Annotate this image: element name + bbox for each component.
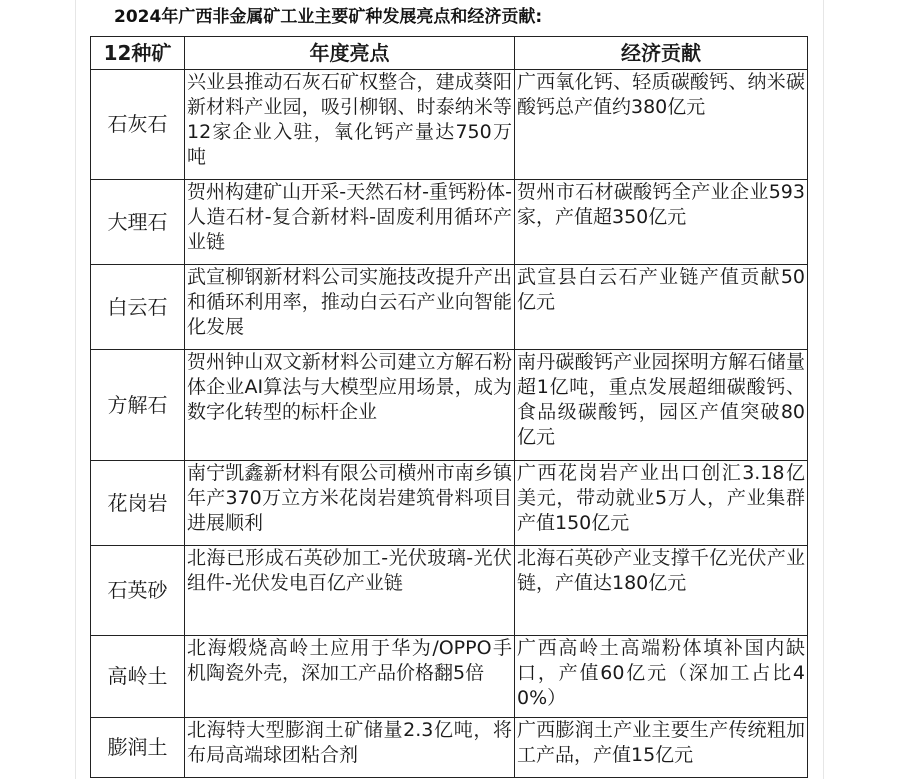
economic-cell: 南丹碳酸钙产业园探明方解石储量超1亿吨，重点发展超细碳酸钙、食品级碳酸钙，园区产值突破80亿元 — [515, 350, 808, 461]
header-mineral: 12种矿 — [91, 37, 185, 70]
table-row — [91, 180, 808, 265]
highlight-cell: 贺州构建矿山开采-天然石材-重钙粉体-人造石材-复合新材料-固废利用循环产业链 — [185, 180, 515, 265]
table-row — [91, 70, 808, 180]
economic-cell: 广西花岗岩产业出口创汇3.18亿美元，带动就业5万人，产业集群产值150亿元 — [515, 461, 808, 546]
page-title: 2024年广西非金属矿工业主要矿种发展亮点和经济贡献: — [114, 7, 543, 27]
highlight-cell: 兴业县推动石灰石矿权整合，建成葵阳新材料产业园，吸引柳钢、时泰纳米等12家企业入驻，氧化钙产量达750万吨 — [185, 70, 515, 180]
highlight-cell: 北海煅烧高岭土应用于华为/OPPO手机陶瓷外壳，深加工产品价格翻5倍 — [185, 636, 515, 718]
mineral-name: 膨润土 — [91, 718, 185, 778]
table-row — [91, 636, 808, 718]
economic-cell: 北海石英砂产业支撑千亿光伏产业链，产值达180亿元 — [515, 546, 808, 636]
economic-cell: 贺州市石材碳酸钙全产业企业593家，产值超350亿元 — [515, 180, 808, 265]
page-border-left — [75, 0, 76, 779]
economic-cell: 武宣县白云石产业链产值贡献50亿元 — [515, 265, 808, 350]
header-economic: 经济贡献 — [515, 37, 808, 70]
table-header-row — [91, 37, 808, 70]
mineral-name: 大理石 — [91, 180, 185, 265]
economic-cell: 广西膨润土产业主要生产传统粗加工产品，产值15亿元 — [515, 718, 808, 778]
header-highlights: 年度亮点 — [185, 37, 515, 70]
minerals-table — [90, 36, 808, 778]
highlight-cell: 北海特大型膨润土矿储量2.3亿吨，将布局高端球团粘合剂 — [185, 718, 515, 778]
table-row — [91, 265, 808, 350]
highlight-cell: 南宁凯鑫新材料有限公司横州市南乡镇年产370万立方米花岗岩建筑骨料项目进展顺利 — [185, 461, 515, 546]
table-row — [91, 718, 808, 778]
economic-cell: 广西高岭土高端粉体填补国内缺口，产值60亿元（深加工占比40%） — [515, 636, 808, 718]
mineral-name: 高岭土 — [91, 636, 185, 718]
table-row — [91, 350, 808, 461]
highlight-cell: 贺州钟山双文新材料公司建立方解石粉体企业AI算法与大模型应用场景，成为数字化转型的标杆企业 — [185, 350, 515, 461]
highlight-cell: 北海已形成石英砂加工-光伏玻璃-光伏组件-光伏发电百亿产业链 — [185, 546, 515, 636]
mineral-name: 石英砂 — [91, 546, 185, 636]
mineral-name: 方解石 — [91, 350, 185, 461]
table-row — [91, 546, 808, 636]
table-row — [91, 461, 808, 546]
highlight-cell: 武宣柳钢新材料公司实施技改提升产出和循环利用率，推动白云石产业向智能化发展 — [185, 265, 515, 350]
mineral-name: 花岗岩 — [91, 461, 185, 546]
page-border-right — [823, 0, 824, 779]
mineral-name: 白云石 — [91, 265, 185, 350]
economic-cell: 广西氧化钙、轻质碳酸钙、纳米碳酸钙总产值约380亿元 — [515, 70, 808, 180]
mineral-name: 石灰石 — [91, 70, 185, 180]
